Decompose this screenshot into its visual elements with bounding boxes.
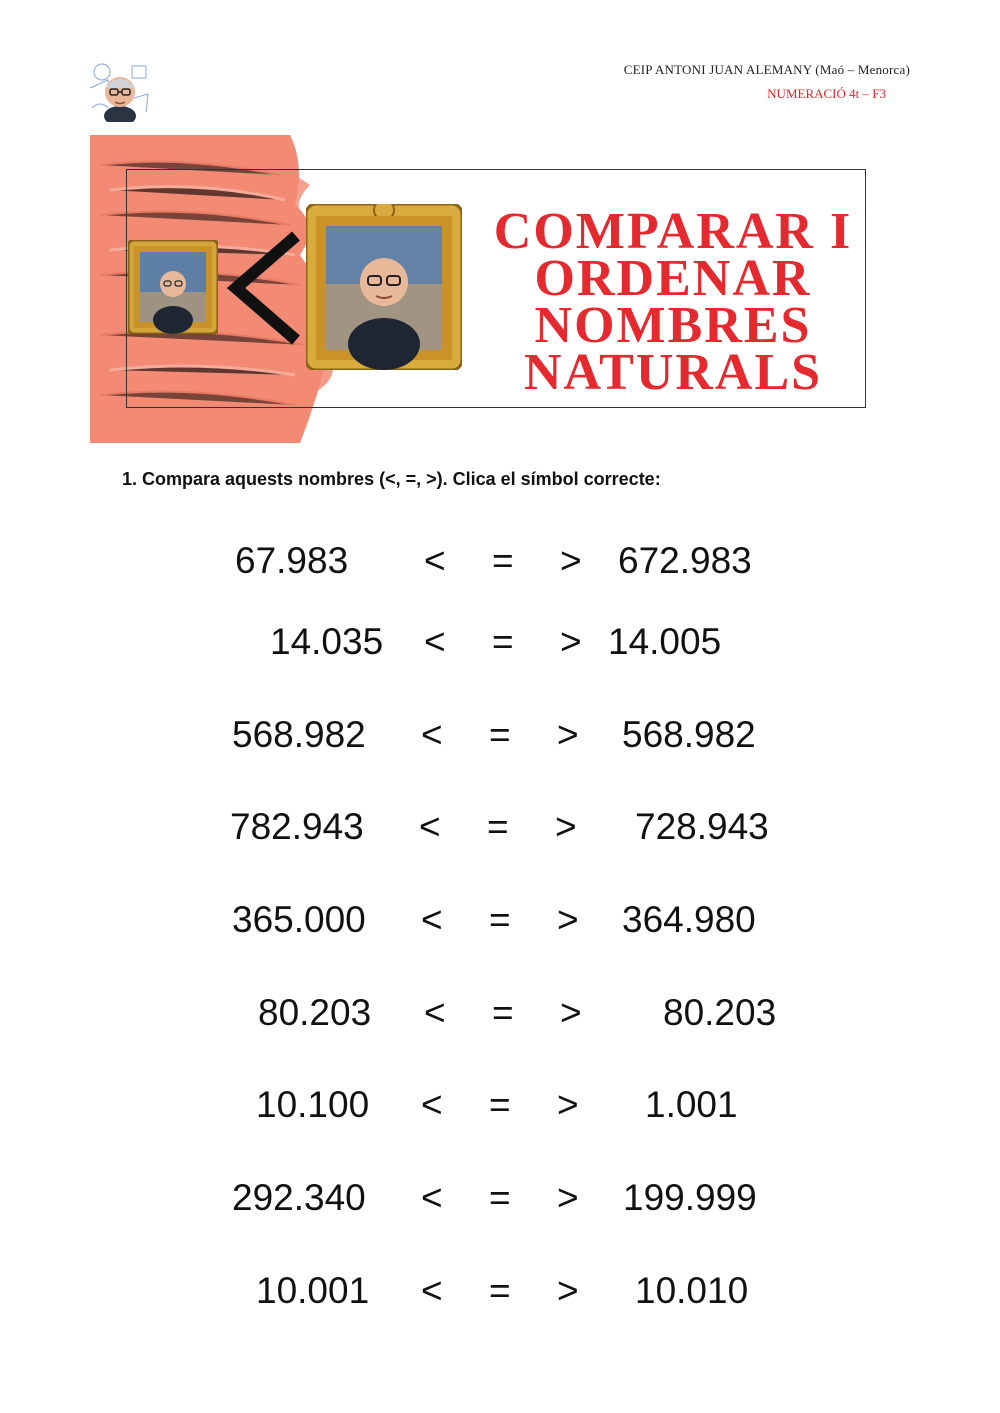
left-number: 14.035: [270, 621, 384, 662]
greater-than-button[interactable]: >: [557, 899, 579, 940]
small-portrait-frame: [128, 240, 218, 334]
left-number: 782.943: [230, 806, 364, 847]
greater-than-button[interactable]: >: [557, 1177, 579, 1218]
less-than-button[interactable]: <: [419, 806, 441, 847]
left-number: 10.100: [256, 1084, 370, 1125]
right-number: 10.010: [635, 1270, 749, 1311]
title-line-1: COMPARAR I: [493, 203, 853, 260]
less-than-button[interactable]: <: [424, 621, 446, 662]
school-name: CEIP ANTONI JUAN ALEMANY (Maó – Menorca): [623, 62, 910, 77]
greater-than-button[interactable]: >: [560, 621, 582, 662]
equals-button[interactable]: =: [489, 1084, 511, 1125]
less-than-button[interactable]: <: [421, 1177, 443, 1218]
large-portrait-frame: [306, 204, 462, 370]
right-number: 672.983: [618, 540, 752, 581]
right-number: 364.980: [622, 899, 756, 940]
left-number: 80.203: [258, 992, 372, 1033]
greater-than-button[interactable]: >: [560, 540, 582, 581]
left-number: 568.982: [232, 714, 366, 755]
less-than-button[interactable]: <: [421, 899, 443, 940]
right-number: 568.982: [622, 714, 756, 755]
less-than-button[interactable]: <: [421, 1084, 443, 1125]
right-number: 80.203: [663, 992, 777, 1033]
equals-button[interactable]: =: [489, 899, 511, 940]
greater-than-button[interactable]: >: [557, 1084, 579, 1125]
left-number: 10.001: [256, 1270, 370, 1311]
less-than-icon: [226, 230, 302, 346]
less-than-button[interactable]: <: [421, 714, 443, 755]
equals-button[interactable]: =: [492, 992, 514, 1033]
exercise-instruction: 1. Compara aquests nombres (<, =, >). Clica el símbol correcte:: [122, 469, 661, 489]
title-line-2: ORDENAR: [534, 250, 812, 307]
equals-button[interactable]: =: [489, 1270, 511, 1311]
teacher-avatar-logo: [88, 58, 152, 122]
equals-button[interactable]: =: [489, 714, 511, 755]
less-than-button[interactable]: <: [421, 1270, 443, 1311]
left-number: 67.983: [235, 540, 349, 581]
left-number: 365.000: [232, 899, 366, 940]
right-number: 199.999: [623, 1177, 757, 1218]
subject-label: NUMERACIÓ 4t – F3: [767, 86, 886, 101]
title-line-3: NOMBRES: [534, 297, 812, 354]
left-number: 292.340: [232, 1177, 366, 1218]
less-than-button[interactable]: <: [424, 540, 446, 581]
greater-than-button[interactable]: >: [557, 1270, 579, 1311]
equals-button[interactable]: =: [492, 540, 514, 581]
right-number: 1.001: [645, 1084, 738, 1125]
equals-button[interactable]: =: [489, 1177, 511, 1218]
title-line-4: NATURALS: [523, 344, 823, 401]
right-number: 14.005: [608, 621, 722, 662]
equals-button[interactable]: =: [492, 621, 514, 662]
greater-than-button[interactable]: >: [557, 714, 579, 755]
greater-than-button[interactable]: >: [560, 992, 582, 1033]
equals-button[interactable]: =: [487, 806, 509, 847]
right-number: 728.943: [635, 806, 769, 847]
less-than-button[interactable]: <: [424, 992, 446, 1033]
greater-than-button[interactable]: >: [555, 806, 577, 847]
